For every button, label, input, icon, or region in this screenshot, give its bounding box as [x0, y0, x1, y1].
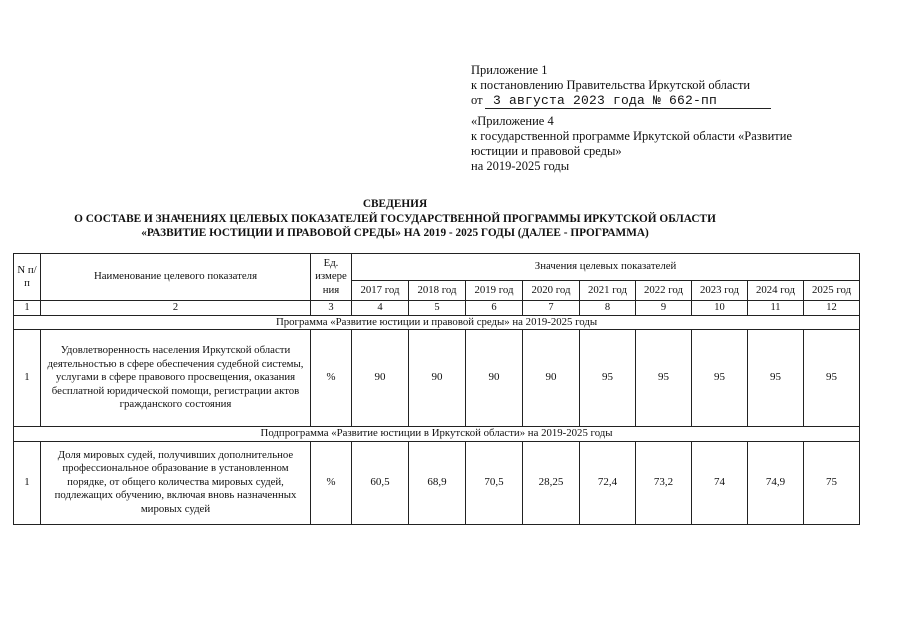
indicator-value: 68,9: [409, 441, 466, 524]
indicator-value: 75: [804, 441, 860, 524]
indicator-value: 73,2: [636, 441, 692, 524]
appendix-decree-ref: к постановлению Правительства Иркутской области: [471, 78, 751, 92]
indicator-value: 95: [804, 330, 860, 427]
appendix-4-ref-line2: юстиции и правовой среды»: [471, 144, 622, 158]
title-line-1: СВЕДЕНИЯ: [362, 198, 428, 210]
column-number: 8: [580, 301, 636, 316]
indicator-value: 70,5: [466, 441, 523, 524]
appendix-number: Приложение 1: [471, 63, 548, 77]
column-numbers-row: [14, 301, 860, 316]
indicator-value: 95: [692, 330, 748, 427]
indicator-value: 95: [580, 330, 636, 427]
year-cell: 2018 год: [409, 281, 466, 301]
indicator-value: 90: [352, 330, 409, 427]
column-number: 5: [409, 301, 466, 316]
header-unit: Ед. измере ния: [311, 254, 352, 301]
column-number: 12: [804, 301, 860, 316]
target-indicators-table: [13, 253, 860, 525]
indicator-name: Удовлетворенность населения Иркутской области деятельностью в сфере обеспечения судебной системы, услугами в сфере правового просвещения, оказания бесплатной юридической помощи, регистрации актов гражданского состояния: [41, 330, 311, 427]
row-number: 1: [14, 330, 41, 427]
decree-underline: [485, 108, 771, 109]
appendix-header: [471, 63, 851, 174]
year-cell: 2021 год: [580, 281, 636, 301]
table-row: [14, 441, 860, 524]
indicator-unit: %: [311, 330, 352, 427]
column-number: 1: [14, 301, 41, 316]
indicator-value: 74,9: [748, 441, 804, 524]
title-line-2: О СОСТАВЕ И ЗНАЧЕНИЯХ ЦЕЛЕВЫХ ПОКАЗАТЕЛЕЙ ГОСУДАРСТВЕННОЙ ПРОГРАММЫ ИРКУТСКОЙ ОБЛАСТИ: [74, 212, 716, 225]
title-line-3: «РАЗВИТИЕ ЮСТИЦИИ И ПРАВОВОЙ СРЕДЫ» НА 2019 - 2025 ГОДЫ (ДАЛЕЕ - ПРОГРАММА): [141, 227, 649, 239]
header-num: N п/п: [14, 254, 41, 301]
column-number: 11: [748, 301, 804, 316]
year-cell: 2025 год: [804, 281, 860, 301]
indicator-name: Доля мировых судей, получивших дополнительное профессиональное образование в установленном порядке, от общего количества мировых судей, подлежащих обучению, включая вновь назначенных мировых судей: [41, 441, 311, 524]
section-subprogram-title: Подпрограмма «Развитие юстиции в Иркутской области» на 2019-2025 годы: [14, 427, 860, 442]
decree-date-line: [471, 93, 851, 108]
table-header-row: [14, 254, 860, 281]
year-cell: 2023 год: [692, 281, 748, 301]
from-label: от: [471, 93, 483, 107]
appendix-4-ref-line1: к государственной программе Иркутской области «Развитие: [471, 129, 792, 143]
year-cell: 2022 год: [636, 281, 692, 301]
indicator-unit: %: [311, 441, 352, 524]
year-cell: 2017 год: [352, 281, 409, 301]
header-values: Значения целевых показателей: [352, 254, 860, 281]
column-number: 10: [692, 301, 748, 316]
column-number: 9: [636, 301, 692, 316]
section-row-program: [14, 315, 860, 330]
table-row: [14, 330, 860, 427]
section-row-subprogram: [14, 427, 860, 442]
header-name: Наименование целевого показателя: [41, 254, 311, 301]
indicator-value: 95: [748, 330, 804, 427]
indicator-value: 60,5: [352, 441, 409, 524]
indicator-value: 90: [466, 330, 523, 427]
year-cell: 2020 год: [523, 281, 580, 301]
year-cell: 2019 год: [466, 281, 523, 301]
column-number: 4: [352, 301, 409, 316]
appendix-4-label: «Приложение 4: [471, 114, 554, 128]
indicator-value: 95: [636, 330, 692, 427]
row-number: 1: [14, 441, 41, 524]
indicator-value: 28,25: [523, 441, 580, 524]
document-title: [30, 197, 760, 241]
indicator-value: 90: [523, 330, 580, 427]
column-number: 6: [466, 301, 523, 316]
year-cell: 2024 год: [748, 281, 804, 301]
decree-date-number: 3 августа 2023 года № 662-пп: [493, 93, 718, 108]
column-number: 2: [41, 301, 311, 316]
indicator-value: 74: [692, 441, 748, 524]
column-number: 3: [311, 301, 352, 316]
column-number: 7: [523, 301, 580, 316]
indicator-value: 90: [409, 330, 466, 427]
section-program-title: Программа «Развитие юстиции и правовой среды» на 2019-2025 годы: [14, 315, 860, 330]
appendix-4-ref-line3: на 2019-2025 годы: [471, 159, 570, 173]
indicator-value: 72,4: [580, 441, 636, 524]
